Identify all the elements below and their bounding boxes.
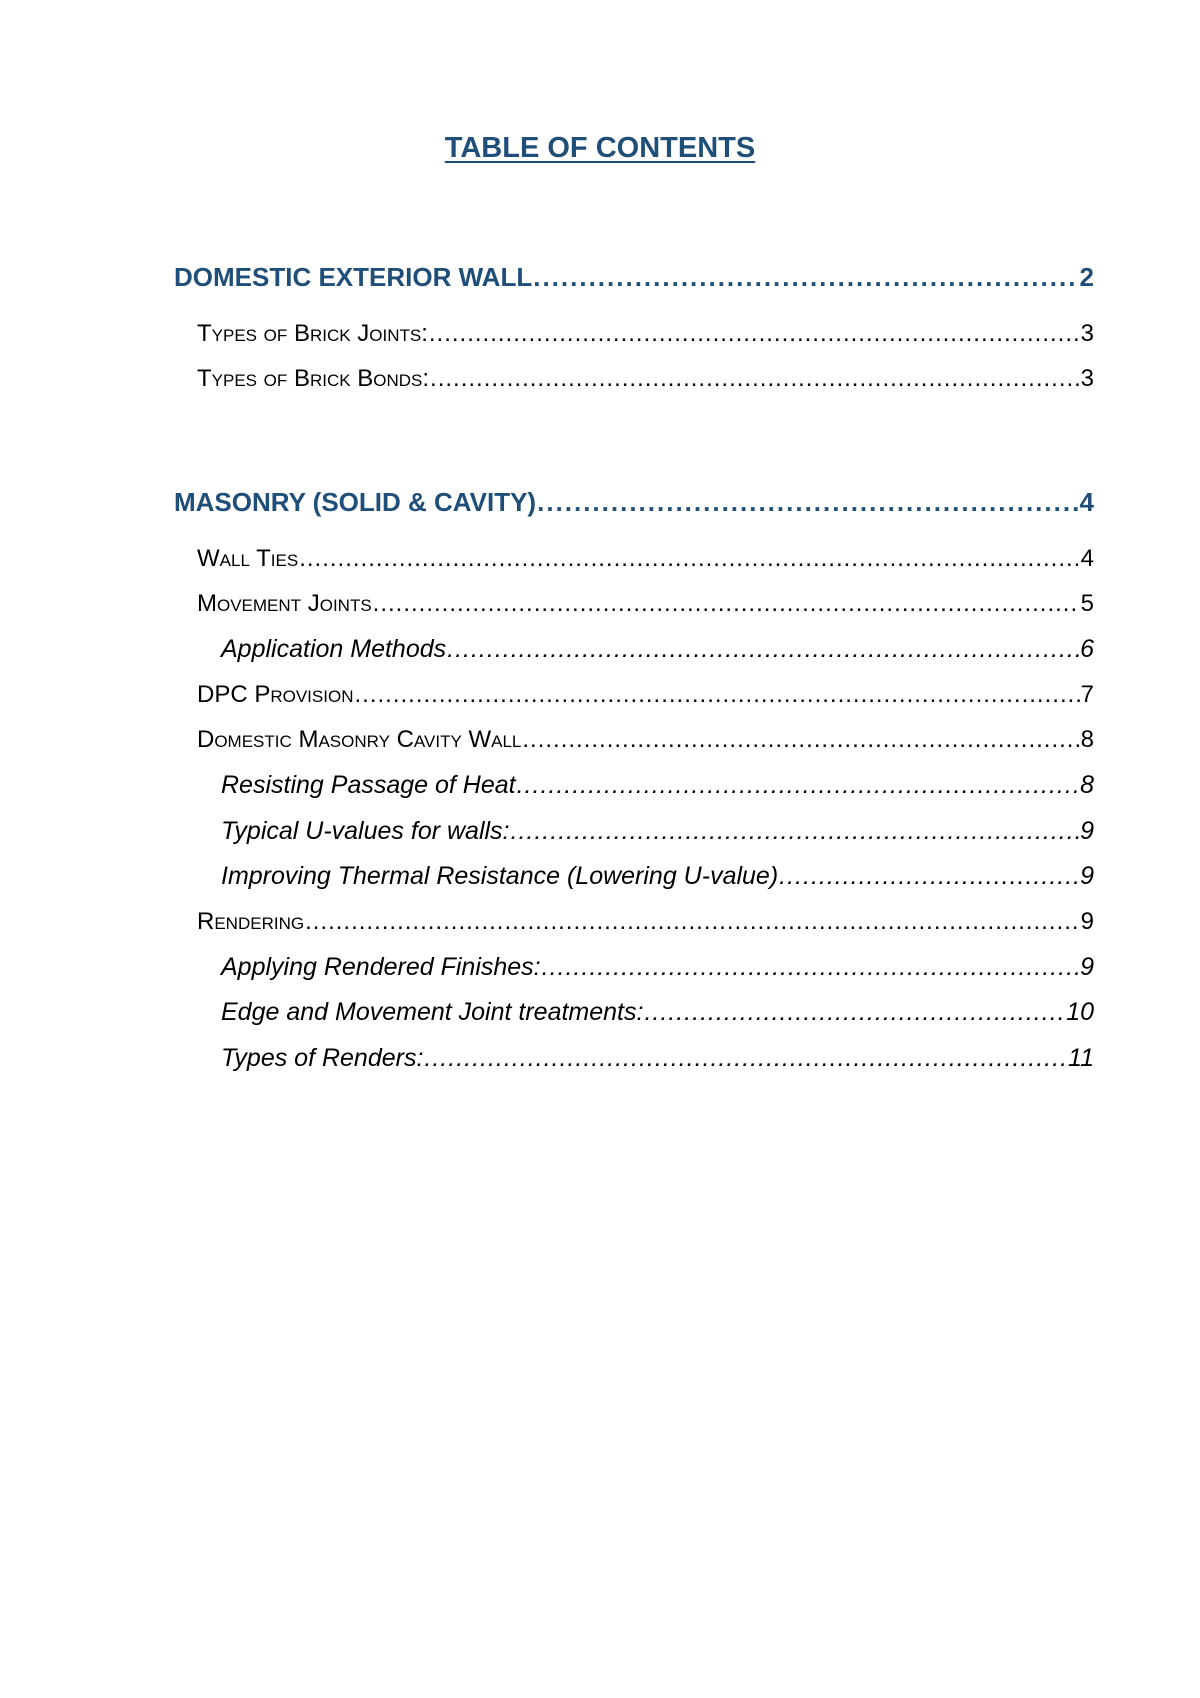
toc-entry-dpc-provision[interactable] [197, 681, 1094, 709]
toc-entry-label: Movement Joints [197, 590, 372, 617]
toc-entry-page: 11 [1068, 1044, 1094, 1072]
toc-entry-label: Edge and Movement Joint treatments: [221, 998, 644, 1026]
toc-entry-label: Typical U-values for walls: [221, 817, 510, 845]
toc-entry-label: MASONRY (SOLID & CAVITY) [174, 487, 537, 517]
dot-leader [305, 908, 1080, 936]
dot-leader [517, 771, 1079, 800]
dot-leader [644, 998, 1065, 1027]
toc-entry-rendering[interactable] [197, 908, 1094, 936]
toc-entry-page: 9 [1080, 953, 1094, 981]
toc-entry-page: 2 [1079, 262, 1094, 292]
toc-entry-label: DPC Provision [197, 681, 354, 708]
toc-section-masonry[interactable] [174, 487, 1094, 518]
toc-entry-label: Types of Brick Joints: [197, 320, 428, 347]
dot-leader [522, 726, 1079, 754]
dot-leader [424, 1044, 1067, 1073]
toc-entry-page: 4 [1080, 545, 1094, 572]
dot-leader [429, 320, 1080, 348]
toc-entry-typical-u-values[interactable] [221, 817, 1094, 846]
toc-entry-resisting-passage-of-heat[interactable] [221, 771, 1094, 800]
toc-title: TABLE OF CONTENTS [444, 132, 756, 164]
dot-leader [354, 681, 1079, 709]
dot-leader [537, 487, 1078, 518]
toc-entry-improving-thermal-resistance[interactable] [221, 862, 1094, 891]
toc-entry-application-methods[interactable] [221, 635, 1094, 664]
toc-entry-label: Applying Rendered Finishes: [221, 953, 541, 981]
dot-leader [373, 590, 1080, 618]
toc-entry-label: DOMESTIC EXTERIOR WALL [174, 262, 533, 292]
toc-entry-label: Domestic Masonry Cavity Wall [197, 726, 522, 753]
toc-entry-page: 8 [1080, 726, 1094, 753]
toc-entry-page: 9 [1080, 908, 1094, 935]
toc-entry-page: 9 [1080, 817, 1094, 845]
dot-leader [779, 862, 1079, 891]
toc-section-domestic-exterior-wall[interactable] [174, 262, 1094, 293]
toc-entry-types-of-brick-joints[interactable] [197, 320, 1094, 348]
toc-entry-label: Rendering [197, 908, 305, 935]
toc-entry-label: Wall Ties [197, 545, 299, 572]
toc-entry-page: 5 [1080, 590, 1094, 617]
toc-entry-label: Types of Renders: [221, 1044, 424, 1072]
dot-leader [447, 635, 1079, 664]
dot-leader [533, 262, 1078, 293]
toc-entry-label: Application Methods [221, 635, 447, 663]
toc-entry-page: 7 [1080, 681, 1094, 708]
toc-entry-page: 9 [1080, 862, 1094, 890]
toc-entry-label: Resisting Passage of Heat [221, 771, 516, 799]
toc-entry-page: 4 [1079, 487, 1094, 517]
dot-leader [299, 545, 1079, 573]
toc-entry-movement-joints[interactable] [197, 590, 1094, 618]
toc-entry-applying-rendered-finishes[interactable] [221, 953, 1094, 982]
toc-entry-types-of-renders[interactable] [221, 1044, 1094, 1073]
toc-entry-edge-and-movement-joint-treatments[interactable] [221, 998, 1094, 1027]
toc-entry-wall-ties[interactable] [197, 545, 1094, 573]
toc-entry-page: 3 [1080, 320, 1094, 347]
toc-entry-page: 10 [1066, 998, 1094, 1026]
toc-entry-page: 3 [1080, 365, 1094, 392]
toc-entry-types-of-brick-bonds[interactable] [197, 365, 1094, 393]
dot-leader [511, 817, 1080, 846]
toc-entry-domestic-masonry-cavity-wall[interactable] [197, 726, 1094, 754]
dot-leader [542, 953, 1079, 982]
dot-leader [430, 365, 1080, 393]
toc-entry-page: 8 [1080, 771, 1094, 799]
toc-entry-label: Types of Brick Bonds: [197, 365, 430, 392]
toc-entry-label: Improving Thermal Resistance (Lowering U-value) [221, 862, 779, 890]
toc-entry-page: 6 [1080, 635, 1094, 663]
